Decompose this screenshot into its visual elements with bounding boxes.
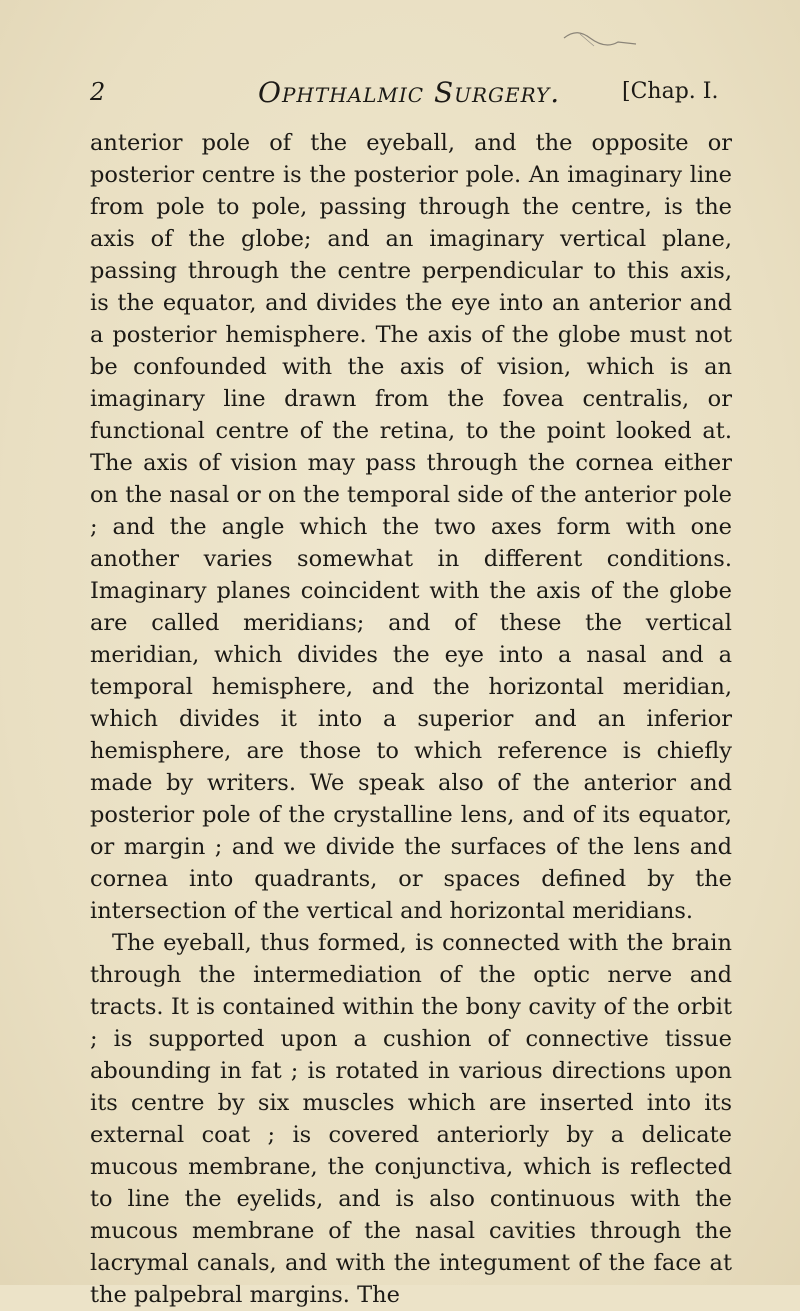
- paragraph: anterior pole of the eyeball, and the opposite or posterior centre is the posterior pole. An imaginary line from pole to pole, passing through the centre, is the axis of the globe; and an imaginary vertical plane, passing through the centre perpendicular to this axis, is the equator, and divides the eye into an anterior and a posterior hemisphere. The axis of the globe must not be confounded with the axis of vision, which is an imaginary line drawn from the fovea centralis, or functional centre of the retina, to the point looked at. The axis of vision may pass through the cornea either on the nasal or on the temporal side of the anterior pole ; and the angle which the two axes form with one another varies somewhat in different conditions. Imaginary planes coincident with the axis of the globe are called meridians; and of these the vertical meridian, which divides the eye into a nasal and a temporal hemisphere, and the horizontal meridian, which divides it into a superior and an inferior hemisphere, are those to which reference is chiefly made by writers. We speak also of the anterior and posterior pole of the crystalline lens, and of its equator, or margin ; and we divide the surfaces of the lens and cornea into quadrants, or spaces defined by the intersection of the vertical and horizontal meridians.: [90, 130, 732, 924]
- paragraph: The eyeball, thus formed, is connected with the brain through the intermediation of the optic nerve and tracts. It is contained within the bony cavity of the orbit ; is supported upon a cushion of connective tissue abounding in fat ; is rotated in various directions upon its centre by six muscles which are inserted into its external coat ; is covered anteriorly by a delicate mucous membrane, the conjunctiva, which is reflected to line the eyelids, and is also continuous with the mucous membrane of the nasal cavities through the lacrymal canals, and with the integument of the face at the palpebral margins. The: [90, 930, 732, 1308]
- pencil-mark: [560, 24, 640, 54]
- body-text: [90, 127, 732, 1311]
- page-header: [0, 76, 800, 116]
- chapter-label: [Chap. I.: [622, 79, 719, 104]
- running-title: Ophthalmic Surgery.: [258, 76, 561, 109]
- page-number: 2: [90, 78, 106, 106]
